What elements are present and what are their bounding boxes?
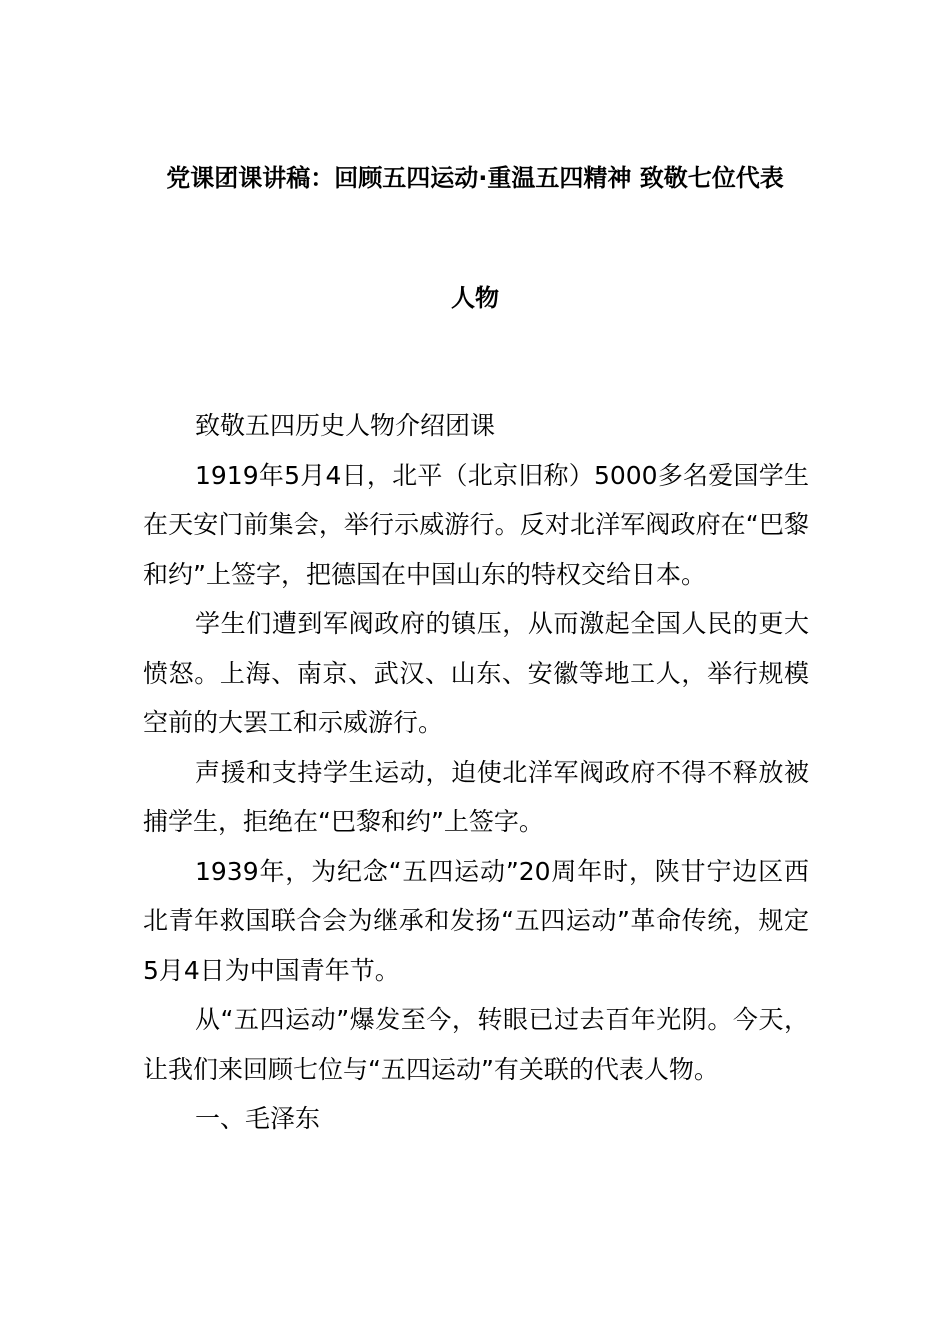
document-title-line-1: 党课团课讲稿：回顾五四运动·重温五四精神 致敬七位代表 <box>166 164 784 192</box>
paragraph-support: 声援和支持学生运动，迫使北洋军阀政府不得不释放被捕学生，拒绝在“巴黎和约”上签字。 <box>143 757 809 836</box>
paragraph-1919: 1919年5月4日，北平（北京旧称）5000多名爱国学生在天安门前集会，举行示威游行。反对北洋军阀政府在“巴黎和约”上签字，把德国在中国山东的特权交给日本。 <box>143 460 809 589</box>
paragraph-1939: 1939年，为纪念“五四运动”20周年时，陕甘宁边区西北青年救国联合会为继承和发扬“五四运动”革命传统，规定5月4日为中国青年节。 <box>143 856 809 985</box>
document-title-line-2: 人物 <box>451 284 499 312</box>
paragraph-intro: 致敬五四历史人物介绍团课 <box>195 411 496 440</box>
section-heading-mao: 一、毛泽东 <box>195 1104 321 1133</box>
paragraph-suppression: 学生们遭到军阀政府的镇压，从而激起全国人民的更大愤怒。上海、南京、武汉、山东、安徽等地工人，举行规模空前的大罢工和示威游行。 <box>143 609 809 737</box>
paragraph-century: 从“五四运动”爆发至今，转眼已过去百年光阴。今天，让我们来回顾七位与“五四运动”有关联的代表人物。 <box>143 1005 809 1084</box>
document-body <box>143 401 809 1144</box>
